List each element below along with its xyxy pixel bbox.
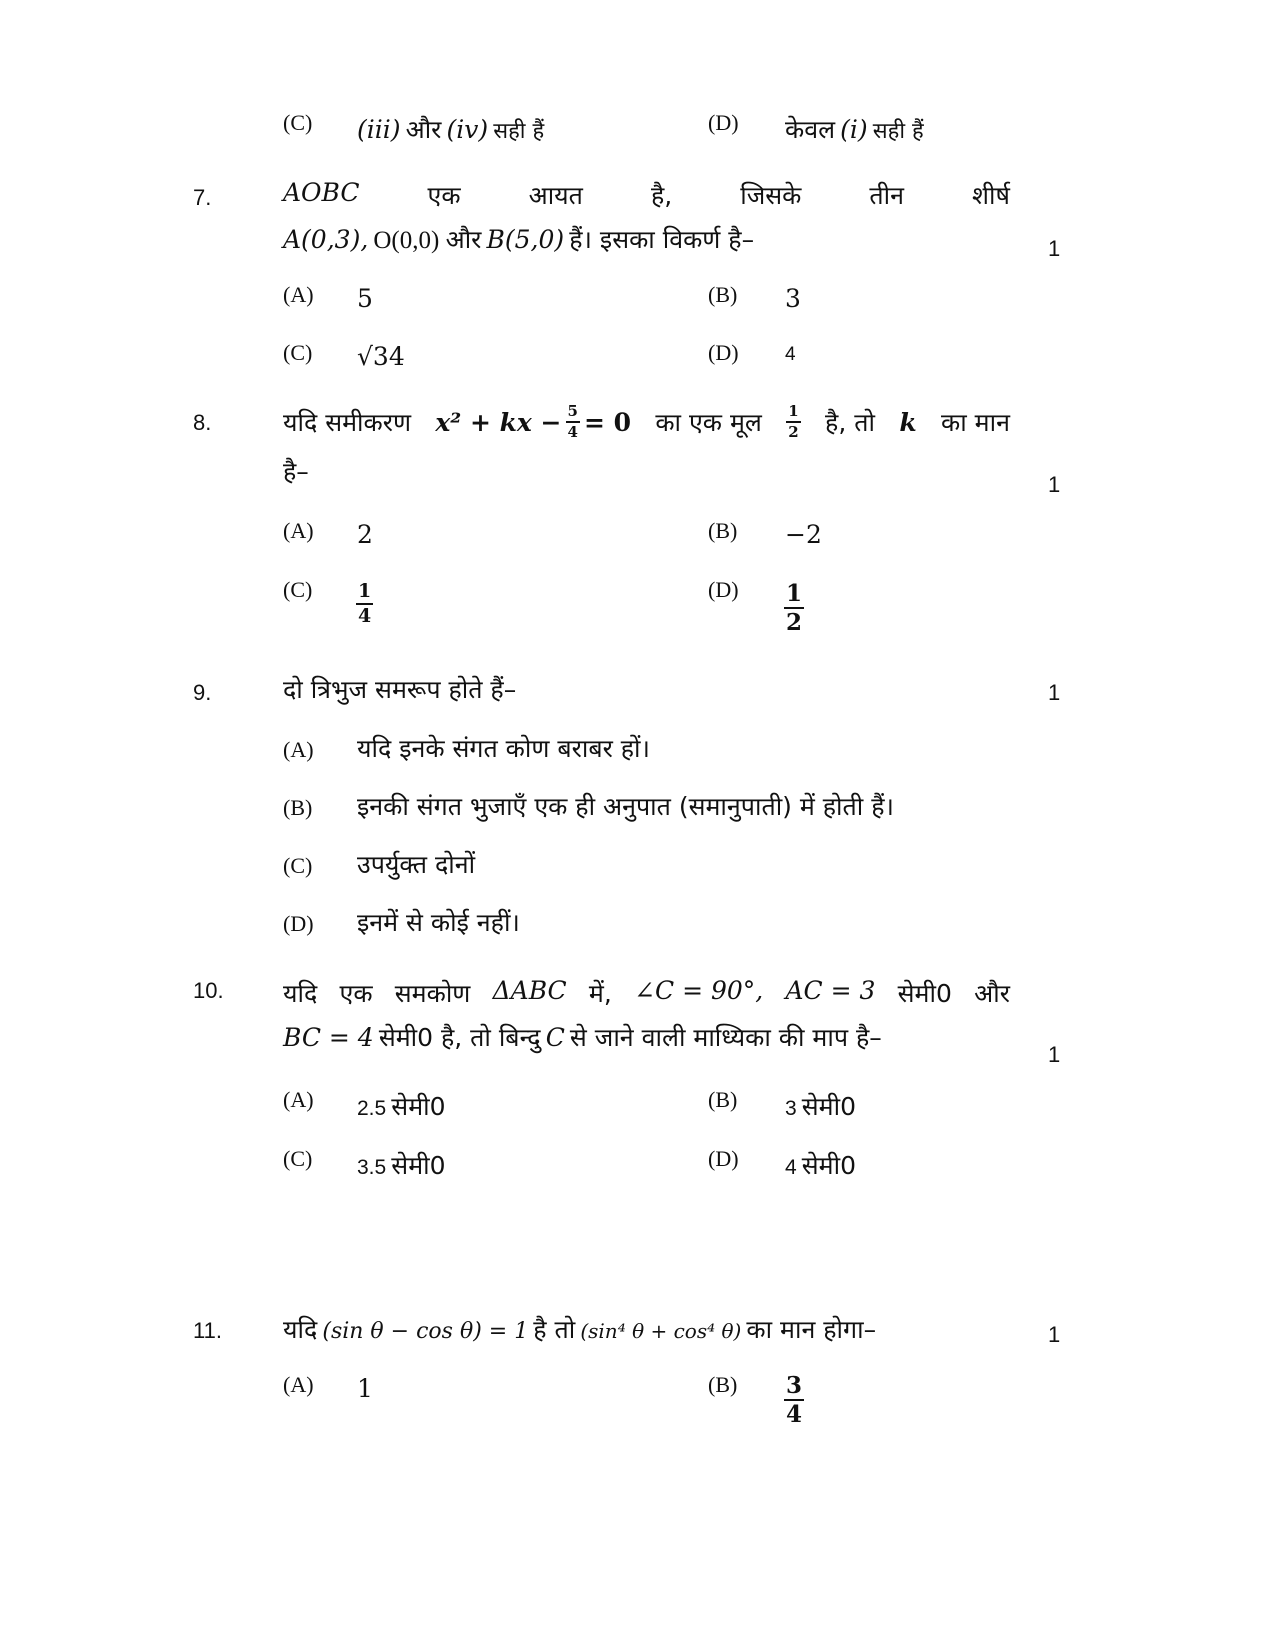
option-value: 2 [357,520,373,549]
option-label: (C) [283,577,313,602]
option-label: (B) [708,518,738,543]
question-text: यदि (sin θ − cos θ) = 1 है तो (sin⁴ θ + cos⁴ θ) का मान होगा– [283,1315,877,1344]
question-number: 7. [193,185,212,210]
option-label: (B) [708,1087,738,1112]
option-label: (A) [283,518,314,543]
option-label: (C) [283,110,313,135]
option-label: (A) [283,1372,314,1397]
question-number: 11. [193,1318,222,1343]
option-text: 3 सेमी0 [785,1092,857,1121]
option-label: (A) [283,282,314,307]
option-text: इनमें से कोई नहीं। [357,908,520,937]
question-text-line1: AOBC एक आयत है, जिसके तीन शीर्ष [283,178,1010,210]
option-text: (iii) और (iv) सही हैं [357,115,545,144]
option-fraction: $\frac{1}{4}$ [358,580,372,627]
option-label: (D) [708,340,739,365]
fraction: $\frac{5}{4}$ [567,402,578,441]
option-value: 1 [357,1374,373,1403]
option-fraction: $\frac{3}{4}$ [786,1372,803,1428]
question-text-line1: यदि एक समकोण ΔABC में, ∠C = 90°, AC = 3 सेमी0 और [283,976,1010,1008]
question-number: 8. [193,410,212,435]
option-value: √34 [357,342,405,371]
option-label: (C) [283,1146,313,1171]
option-value: −2 [785,520,822,549]
equation: x² + kx − $\frac{5}{4}$ = 0 [435,402,631,441]
option-label: (A) [283,1087,314,1112]
option-value: 3 [785,284,801,313]
option-fraction: $\frac{1}{2}$ [786,580,803,636]
option-text: 3.5 सेमी0 [357,1151,446,1180]
option-label: (C) [283,853,313,878]
question-text-line2: A(0,3), O(0,0) और B(5,0) हैं। इसका विकर्ण है– [283,225,755,254]
option-text: यदि इनके संगत कोण बराबर हों। [357,734,651,763]
option-value: 4 [785,344,796,365]
option-label: (D) [708,110,739,135]
marks: 1 [1048,680,1061,705]
option-label: (A) [283,737,314,762]
option-label: (D) [283,911,314,936]
question-text-line1: यदि समीकरण x² + kx − $\frac{5}{4}$ = 0 का एक मूल $\frac{1}{2}$ है, तो k का मान [283,402,1010,441]
option-label: (D) [708,1146,739,1171]
question-text-line2: BC = 4 सेमी0 है, तो बिन्दु C से जाने वाली माध्यिका की माप है– [283,1023,882,1052]
option-text: 4 सेमी0 [785,1151,857,1180]
marks: 1 [1048,1042,1061,1067]
option-label: (B) [708,1372,738,1397]
option-value: 5 [357,284,373,313]
option-label: (C) [283,340,313,365]
fraction: $\frac{1}{2}$ [788,402,799,441]
question-text: दो त्रिभुज समरूप होते हैं– [283,675,517,704]
question-text-line2: है– [283,457,309,486]
question-number: 10. [193,978,224,1003]
option-text: इनकी संगत भुजाएँ एक ही अनुपात (समानुपाती) में होती हैं। [357,792,894,821]
option-label: (B) [283,795,313,820]
question-number: 9. [193,680,212,705]
marks: 1 [1048,1322,1061,1347]
marks: 1 [1048,472,1061,497]
option-text: केवल (i) सही हैं [785,115,924,144]
option-label: (B) [708,282,738,307]
option-label: (D) [708,577,739,602]
option-text: उपर्युक्त दोनों [357,850,476,879]
marks: 1 [1048,236,1061,261]
option-text: 2.5 सेमी0 [357,1092,446,1121]
